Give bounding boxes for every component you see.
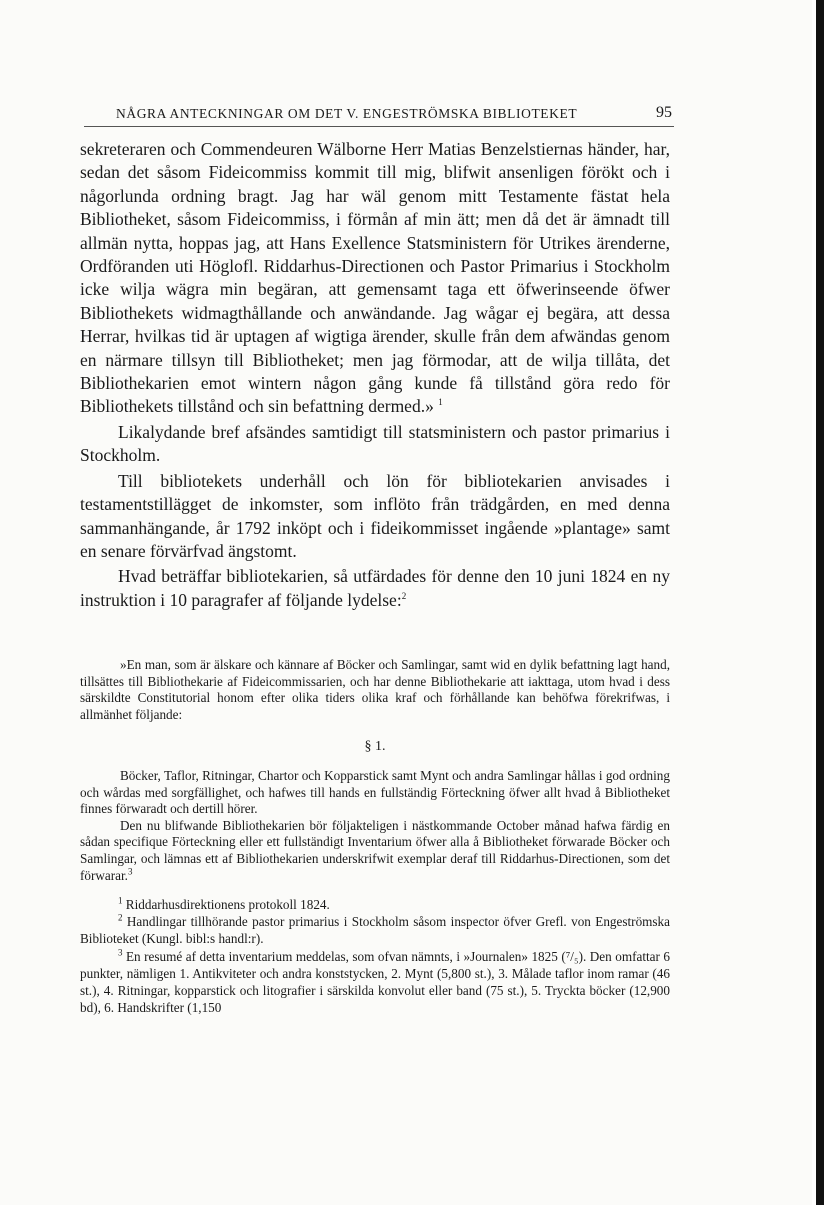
footnote xyxy=(80,948,670,1017)
body-paragraph xyxy=(80,138,670,419)
footnote xyxy=(80,913,670,947)
body-paragraph: Till bibliotekets underhåll och lön för bibliotekarien anvisades i testamentstillägget de inkomster, som inflöto från trädgården, en med denna sammanhängande, år 1792 inköpt och i fideikommisset ingående »plantage» samt en senare förvärfvad ängstomt. xyxy=(80,470,670,561)
quoted-instruction xyxy=(80,657,670,884)
quote-paragraph: Böcker, Taflor, Ritningar, Chartor och Kopparstick samt Mynt och andra Samlingar hållas i god ordning och wårdas med sorgfällighet, och hafwes till hands en fullständig Förteckning öfwer allt hvad å Bibliotheket finnes förwaradt och dertill hörer. xyxy=(80,767,670,817)
body-paragraph-text: Hvad beträffar bibliotekarien, så utfärdades för denne den 10 juni 1824 en ny instruktion i 10 paragrafer af följande lydelse: xyxy=(80,566,670,610)
footnote-text: Riddarhusdirektionens protokoll 1824. xyxy=(125,897,330,912)
quote-intro: »En man, som är älskare och kännare af Böcker och Samlingar, samt wid en dylik befattning lagt hand, tillsättes till Bibliothekarie af Fideicommissarien, och har denne Bibliothekarie att iakttaga, utom hvad i dess särskildte Constitutorial honom efter olika tiders olika kraf och förhållande kan behöfwa förekrifwas, i allmänhet följande: xyxy=(80,657,670,722)
running-head xyxy=(84,104,674,127)
footnote-text: Handlingar tillhörande pastor primarius i Stockholm såsom inspector öfver Grefl. von Engeströmska Biblioteket (Kungl. bibl:s handl:r). xyxy=(80,914,670,947)
quote-paragraph xyxy=(80,818,670,884)
section-heading: § 1. xyxy=(364,739,386,755)
running-head-title: NÅGRA ANTECKNINGAR OM DET V. ENGESTRÖMSKA BIBLIOTEKET xyxy=(116,106,578,121)
footnote-text: En resumé af detta inventarium meddelas, som ofvan nämnts, i »Journalen» 1825 (⁷/₅). Den omfattar 6 punkter, nämligen 1. Antikviteter och andra konststycken, 2. Mynt (5,800 st.), 3. Målade taflor inom ramar (46 st.), 4. Ritningar, kopparstick och litografier i särskilda konvolut eller band (75 st.), 5. Tryckta böcker (12,900 bd), 6. Handskrifter (1,150 xyxy=(80,948,670,1016)
footnotes xyxy=(80,896,670,1016)
footnote-number: 2 xyxy=(118,912,123,923)
footnote-ref: 2 xyxy=(401,590,407,601)
page-number: 95 xyxy=(656,104,672,121)
footnote-ref: 3 xyxy=(127,866,133,877)
footnote-ref: 1 xyxy=(438,397,443,408)
footnote-number: 3 xyxy=(118,947,123,958)
body-paragraph: Likalydande bref afsändes samtidigt till statsministern och pastor primarius i Stockholm. xyxy=(80,421,670,466)
quote-paragraph-text: Den nu blifwande Bibliothekarien bör följakteligen i nästkommande October månad hafwa färdig en sådan specifique Förteckning eller ett fullständigt Inventarium öfwer alla å Bibliotheket förwarade Böcker och Samlingar, och lämnas ett af Bibliothekarien underskrifwit exemplar deraf till Riddarhus-Directionen, som det förwarar. xyxy=(80,817,670,883)
body-paragraph-text: sekreteraren och Commendeuren Wälborne Herr Matias Benzelstiernas händer, har, sedan det såsom Fideicommiss kommit till mig, blifwit ansenligen förökt och i någorlunda ordning bragt. Jag har wäl genom mitt Testamente fästat hela Bibliotheket, såsom Fideicommiss, i förmån af min ätt; men då det är ämnadt till allmän nytta, hoppas jag, att Hans Exellence Statsministern för Utrikes ärenderne, Ordföranden uti Höglofl. Riddarhus-Directionen och Pastor Primarius i Stockholm icke wilja wägra min begäran, att gemensamt taga ett öfwerinseende öfwer Bibliothekets widmagthållande och anwändande. Jag wågar ej begära, att dessa Herrar, hvilkas tid är uptagen af wigtiga ärender, skulle från dem afwändas genom en närmare tillsyn till Bibliotheket; men jag förmodar, att de wilja tillåta, det Bibliothekarien emot wintern någon gång kunde få tillstånd göra redo för Bibliothekets tillstånd och sin befattning dermed.» xyxy=(80,139,670,417)
body-paragraph xyxy=(80,565,670,612)
scan-edge xyxy=(816,0,824,1205)
main-text xyxy=(80,138,670,612)
footnote xyxy=(80,896,670,913)
footnote-number: 1 xyxy=(118,895,123,906)
